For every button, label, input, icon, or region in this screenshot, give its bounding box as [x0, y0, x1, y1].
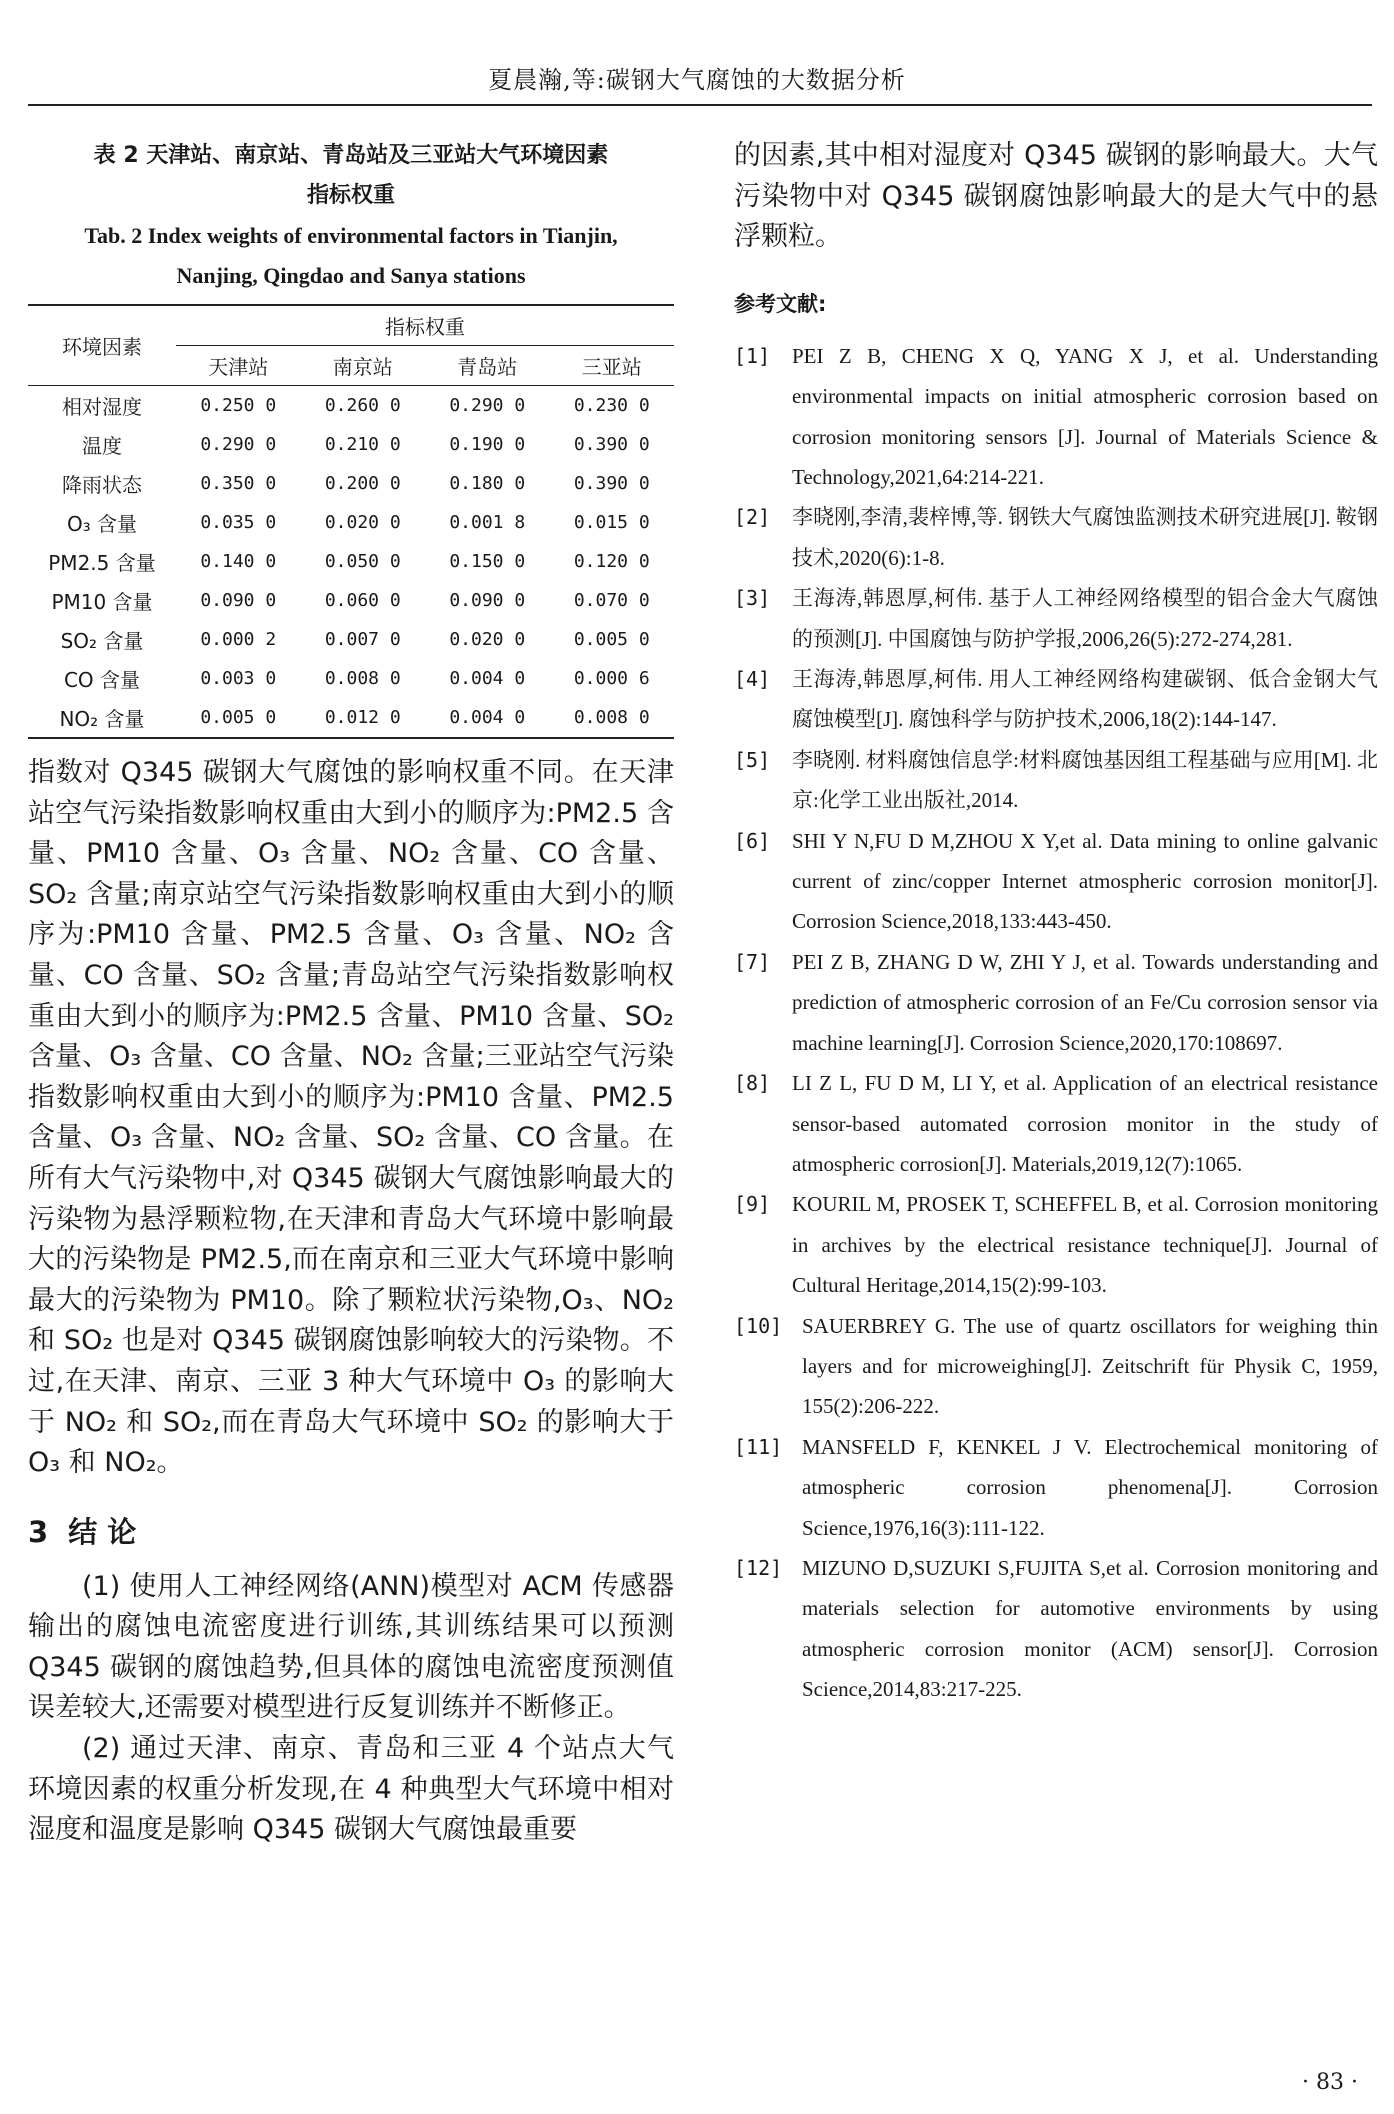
reference-text: LI Z L, FU D M, LI Y, et al. Application of an electrical resistance sensor-based automated corrosion monitor in the study of atmospheric corrosion[J]. Materials,2019,12(7):1065. — [792, 1071, 1378, 1176]
col-header-nanjing: 南京站 — [301, 346, 426, 386]
weight-cell: 0.250 0 — [200, 395, 277, 416]
reference-text: PEI Z B, CHENG X Q, YANG X J, et al. Understanding environmental impacts on initial atmospheric corrosion based on corrosion monitoring sensors [J]. Journal of Materials Science & Technology,2021,64:214-221. — [792, 343, 1378, 489]
reference-item — [734, 497, 1378, 578]
col-header-qingdao: 青岛站 — [425, 346, 550, 386]
weight-cell: 0.390 0 — [573, 473, 650, 494]
table-row — [28, 425, 674, 464]
references-heading: 参考文献: — [734, 291, 827, 316]
table-row — [28, 659, 674, 698]
weight-cell: 0.390 0 — [573, 434, 650, 455]
reference-number: [3] — [734, 586, 771, 611]
weight-cell: 0.230 0 — [573, 395, 650, 416]
col-header-sanya: 三亚站 — [550, 346, 675, 386]
table-row — [28, 503, 674, 542]
reference-number: [4] — [734, 667, 771, 692]
table-caption-en-1: Tab. 2 Index weights of environmental factors in Tianjin, — [84, 223, 618, 248]
reference-number: [8] — [734, 1071, 771, 1096]
weight-cell: 0.290 0 — [200, 434, 277, 455]
factor-cell: 降雨状态 — [62, 473, 142, 497]
weight-cell: 0.007 0 — [324, 629, 401, 650]
table-caption-en-2: Nanjing, Qingdao and Sanya stations — [176, 263, 526, 288]
reference-number: [2] — [734, 505, 771, 530]
weights-table — [28, 304, 674, 739]
reference-item — [734, 1306, 1378, 1427]
table-caption-cn-2: 指标权重 — [306, 183, 395, 208]
weight-cell: 0.140 0 — [200, 551, 277, 572]
weight-cell: 0.020 0 — [449, 629, 526, 650]
reference-number: [12] — [734, 1555, 783, 1580]
reference-text: SAUERBREY G. The use of quartz oscillators for weighing thin layers and for microweighing[J]. Zeitschrift für Physik C, 1959, 155(2):206-222. — [802, 1313, 1378, 1419]
factor-cell: NO₂ 含量 — [28, 698, 176, 738]
reference-text: 王海涛,韩恩厚,柯伟. 基于人工神经网络模型的铝合金大气腐蚀的预测[J]. 中国腐蚀与防护学报,2006,26(5):272-274,281. — [792, 586, 1378, 651]
weight-cell: 0.012 0 — [301, 698, 426, 738]
factor-cell: PM2.5 含量 — [48, 551, 156, 575]
table-caption-cn-1: 表 2 天津站、南京站、青岛站及三亚站大气环境因素 — [93, 143, 609, 168]
weight-cell: 0.050 0 — [324, 551, 401, 572]
weight-cell: 0.000 2 — [200, 629, 277, 650]
reference-item — [734, 1184, 1378, 1305]
table-row — [28, 386, 674, 426]
weight-cell: 0.290 0 — [449, 395, 526, 416]
weight-cell: 0.060 0 — [324, 590, 401, 611]
reference-text: 王海涛,韩恩厚,柯伟. 用人工神经网络构建碳钢、低合金钢大气腐蚀模型[J]. 腐蚀科学与防护技术,2006,18(2):144-147. — [792, 667, 1378, 732]
reference-item — [734, 336, 1378, 498]
reference-item — [734, 821, 1378, 942]
table-caption — [28, 136, 674, 296]
reference-item — [734, 1427, 1378, 1548]
reference-list — [734, 336, 1378, 1306]
reference-number: [7] — [734, 949, 771, 974]
reference-text: KOURIL M, PROSEK T, SCHEFFEL B, et al. Corrosion monitoring in archives by the electrical resistance technique[J]. Journal of Cultural Heritage,2014,15(2):99-103. — [792, 1192, 1378, 1298]
table-row — [28, 620, 674, 659]
weight-cell: 0.070 0 — [573, 590, 650, 611]
reference-list-tail — [734, 1306, 1378, 1710]
conclusion-1: (1) 使用人工神经网络(ANN)模型对 ACM 传感器输出的腐蚀电流密度进行训练,其训练结果可以预测 Q345 碳钢的腐蚀趋势,但具体的腐蚀电流密度预测值误差较大,还需要对模型进行反复训练并不断修正。 — [28, 1570, 674, 1724]
running-title: 夏晨瀚,等:碳钢大气腐蚀的大数据分析 — [488, 66, 906, 94]
reference-number: [5] — [734, 747, 771, 772]
weight-cell: 0.003 0 — [200, 668, 277, 689]
table-row — [28, 698, 674, 738]
reference-text: MANSFELD F, KENKEL J V. Electrochemical monitoring of atmospheric corrosion phenomena[J]. Corrosion Science,1976,16(3):111-122. — [802, 1434, 1378, 1540]
header-rule — [28, 104, 1372, 106]
weight-cell: 0.120 0 — [573, 551, 650, 572]
reference-item — [734, 740, 1378, 821]
col-header-tianjin: 天津站 — [176, 346, 301, 386]
reference-text: 李晓刚,李清,裴梓博,等. 钢铁大气腐蚀监测技术研究进展[J]. 鞍钢技术,2020(6):1-8. — [792, 505, 1378, 570]
page-number: · 83 · — [1302, 2070, 1358, 2095]
reference-item — [734, 942, 1378, 1063]
factor-cell: 相对湿度 — [62, 395, 142, 419]
reference-number: [11] — [734, 1434, 783, 1459]
weight-cell: 0.020 0 — [324, 512, 401, 533]
weight-cell: 0.150 0 — [449, 551, 526, 572]
weight-cell: 0.008 0 — [324, 668, 401, 689]
weight-cell: 0.350 0 — [200, 473, 277, 494]
reference-item — [734, 1548, 1378, 1710]
reference-item — [734, 578, 1378, 659]
weight-cell: 0.001 8 — [449, 512, 526, 533]
factor-cell: O₃ 含量 — [66, 512, 138, 536]
conclusion-2: (2) 通过天津、南京、青岛和三亚 4 个站点大气环境因素的权重分析发现,在 4 种典型大气环境中相对湿度和温度是影响 Q345 碳钢大气腐蚀最重要 — [28, 1733, 674, 1846]
weight-cell: 0.210 0 — [324, 434, 401, 455]
section-number: 3 — [28, 1514, 49, 1549]
reference-item — [734, 659, 1378, 740]
right-column — [734, 136, 1378, 1710]
reference-number: [10] — [734, 1313, 783, 1338]
factor-cell: PM10 含量 — [51, 590, 153, 614]
left-column — [28, 136, 674, 1851]
reference-text: PEI Z B, ZHANG D W, ZHI Y J, et al. Towards understanding and prediction of atmospheric corrosion of an Fe/Cu corrosion sensor via machine learning[J]. Corrosion Science,2020,170:108697. — [792, 949, 1378, 1055]
conclusion-2-continued: 的因素,其中相对湿度对 Q345 碳钢的影响最大。大气污染物中对 Q345 碳钢腐蚀影响最大的是大气中的悬浮颗粒。 — [734, 140, 1378, 253]
weight-cell: 0.008 0 — [550, 698, 675, 738]
weight-cell: 0.035 0 — [200, 512, 277, 533]
table-row — [28, 581, 674, 620]
table-row — [28, 542, 674, 581]
reference-text: SHI Y N,FU D M,ZHOU X Y,et al. Data mining to online galvanic current of zinc/copper Internet atmospheric corrosion monitor[J]. Corrosion Science,2018,133:443-450. — [792, 828, 1378, 934]
weight-cell: 0.180 0 — [449, 473, 526, 494]
factor-cell: CO 含量 — [63, 668, 141, 692]
weight-cell: 0.200 0 — [324, 473, 401, 494]
weight-cell: 0.190 0 — [449, 434, 526, 455]
reference-number: [1] — [734, 343, 771, 368]
col-header-factor: 环境因素 — [28, 305, 176, 386]
section-title: 结 论 — [68, 1514, 137, 1549]
reference-text: MIZUNO D,SUZUKI S,FUJITA S,et al. Corrosion monitoring and materials selection for automotive environments by using atmospheric corrosion monitor (ACM) sensor[J]. Corrosion Science,2014,83:217-225. — [802, 1555, 1378, 1702]
weight-cell: 0.004 0 — [425, 698, 550, 738]
reference-text: 李晓刚. 材料腐蚀信息学:材料腐蚀基因组工程基础与应用[M]. 北京:化学工业出版社,2014. — [792, 747, 1378, 813]
weight-cell: 0.090 0 — [200, 590, 277, 611]
weight-cell: 0.015 0 — [573, 512, 650, 533]
weight-cell: 0.004 0 — [449, 668, 526, 689]
weight-cell: 0.090 0 — [449, 590, 526, 611]
reference-number: [9] — [734, 1192, 771, 1217]
weight-cell: 0.000 6 — [573, 668, 650, 689]
weight-cell: 0.260 0 — [324, 395, 401, 416]
reference-number: [6] — [734, 828, 771, 853]
factor-cell: SO₂ 含量 — [60, 629, 144, 653]
reference-item — [734, 1063, 1378, 1184]
table-row — [28, 464, 674, 503]
discussion-paragraph: 指数对 Q345 碳钢大气腐蚀的影响权重不同。在天津站空气污染指数影响权重由大到小的顺序为:PM2.5 含量、PM10 含量、O₃ 含量、NO₂ 含量、CO 含量、SO₂ 含量;南京站空气污染指数影响权重由大到小的顺序为:PM10 含量、PM2.5 含量、O₃ 含量、NO₂ 含量、CO 含量、SO₂ 含量;青岛站空气污染指数影响权重由大到小的顺序为:PM2.5 含量、PM10 含量、SO₂ 含量、O₃ 含量、CO 含量、NO₂ 含量;三亚站空气污染指数影响权重由大到小的顺序为:PM10 含量、PM2.5 含量、O₃ 含量、NO₂ 含量、SO₂ 含量、CO 含量。在所有大气污染物中,对 Q345 碳钢大气腐蚀影响最大的污染物为悬浮颗粒物,在天津和青岛大气环境中影响最大的污染物是 PM2.5,而在南京和三亚大气环境中影响最大的污染物为 PM10。除了颗粒状污染物,O₃、NO₂ 和 SO₂ 也是对 Q345 碳钢腐蚀影响较大的污染物。不过,在天津、南京、三亚 3 种大气环境中 O₃ 的影响大于 NO₂ 和 SO₂,而在青岛大气环境中 SO₂ 的影响大于 O₃ 和 NO₂。 — [28, 757, 674, 1479]
weight-cell: 0.005 0 — [573, 629, 650, 650]
section-heading — [28, 1510, 674, 1551]
col-header-weights: 指标权重 — [176, 305, 674, 346]
weight-cell: 0.005 0 — [176, 698, 301, 738]
factor-cell: 温度 — [82, 434, 122, 458]
